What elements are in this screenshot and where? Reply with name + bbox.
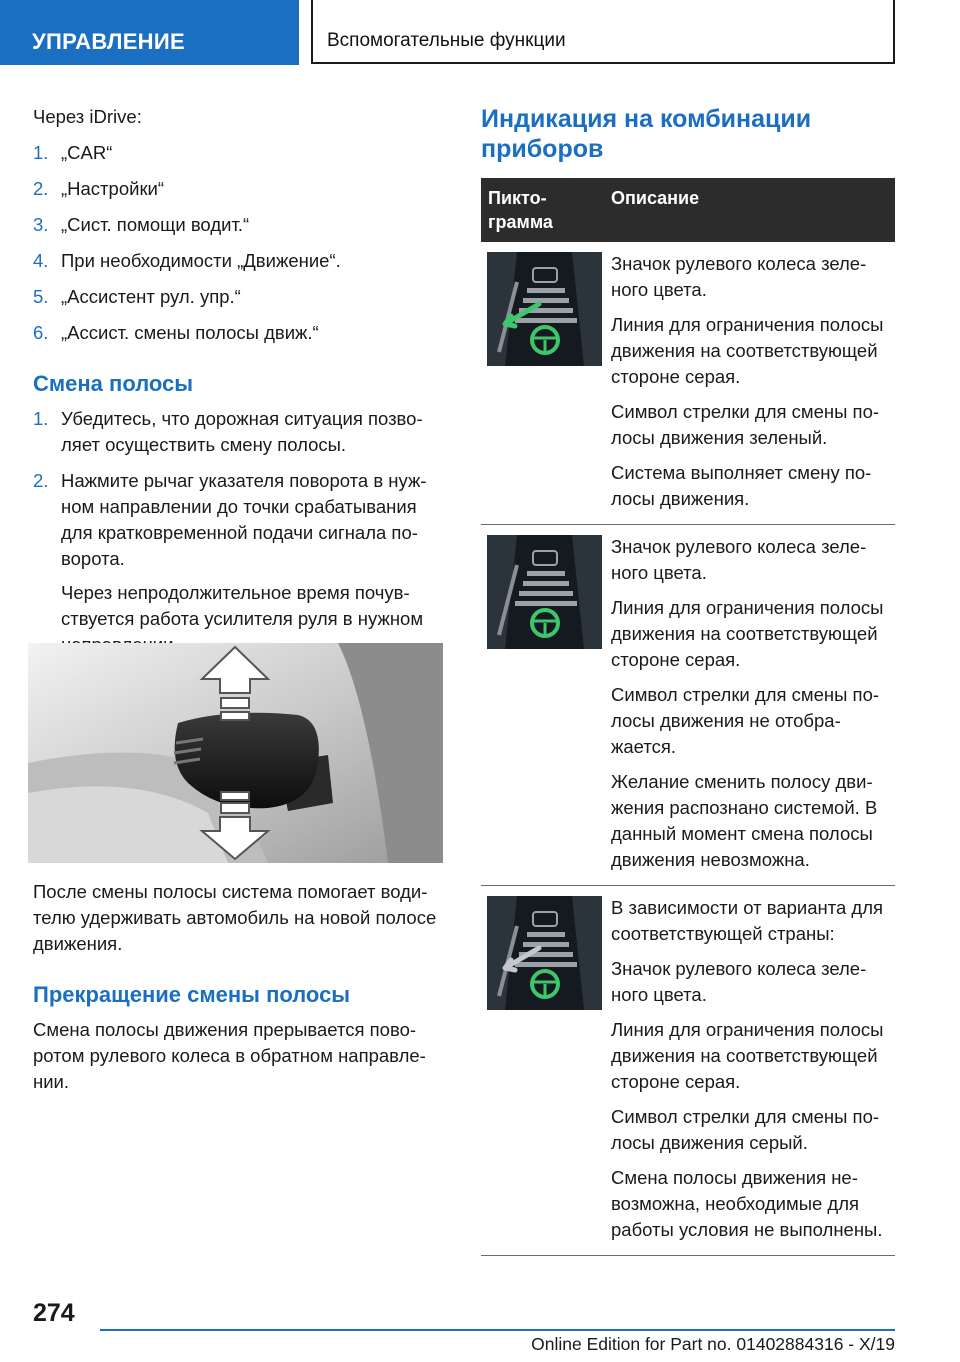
after-photo-text — [33, 879, 448, 1105]
step-text: Нажмите рычаг указателя поворота в нужном направлении до точки срабатывания для кратковременной подачи сигнала поворота. — [61, 470, 427, 569]
column-header-description: Описание — [611, 188, 700, 208]
pictogram-cell — [481, 886, 611, 1255]
step-number: 5. — [33, 286, 49, 307]
list-item — [33, 212, 448, 238]
description-line: Желание сменить полосу движения распознано системой. В данный момент смена полосы движения невозможна. — [611, 771, 878, 870]
step-text: „CAR“ — [61, 142, 113, 163]
description-line: Значок рулевого колеса зеленого цвета. — [611, 253, 867, 300]
list-item — [33, 406, 448, 458]
step-text: „Ассист. смены полосы движ.“ — [61, 322, 319, 343]
section-tab: УПРАВЛЕНИЕ — [0, 0, 299, 65]
step-number: 1. — [33, 142, 49, 163]
turn-signal-lever-photo — [28, 643, 443, 863]
description-line: Система выполняет смену полосы движения. — [611, 462, 872, 509]
list-item — [33, 176, 448, 202]
list-item — [33, 468, 448, 658]
description-line: Линия для ограничения полосы движения на соответствующей стороне серая. — [611, 597, 884, 670]
left-column — [33, 104, 448, 668]
list-item — [33, 248, 448, 274]
step-number: 2. — [33, 178, 49, 199]
table-row — [481, 886, 895, 1256]
step-text: „Сист. помощи водит.“ — [61, 214, 250, 235]
description-line: Символ стрелки для смены полосы движения серый. — [611, 1106, 880, 1153]
list-item — [33, 284, 448, 310]
list-item — [33, 320, 448, 346]
lane-change-steps — [33, 406, 448, 658]
description-line: Символ стрелки для смены полосы движения не отображается. — [611, 684, 880, 757]
list-item — [33, 140, 448, 166]
description-line: Линия для ограничения полосы движения на соответствующей стороне серая. — [611, 1019, 884, 1092]
step-text: При необходимости „Движение“. — [61, 250, 341, 271]
stop-heading: Прекращение смены полосы — [33, 982, 351, 1007]
description-cell — [611, 242, 895, 524]
section-heading: Индикация на комбинации приборов — [481, 105, 812, 163]
description-line: Значок рулевого колеса зеленого цвета. — [611, 536, 867, 583]
lane-change-no-arrow-icon — [487, 535, 602, 649]
table-header — [481, 178, 895, 242]
table-row — [481, 525, 895, 886]
step-number: 2. — [33, 470, 49, 491]
idrive-intro: Через iDrive: — [33, 106, 142, 127]
pictogram-cell — [481, 242, 611, 524]
description-cell — [611, 886, 895, 1255]
description-line: В зависимости от варианта для соответствующей страны: — [611, 897, 884, 944]
description-line: Смена полосы движения невозможна, необходимые для работы условия не выполнены. — [611, 1167, 883, 1240]
edition-note: Online Edition for Part no. 01402884316 - X/19 — [531, 1334, 895, 1354]
lane-change-green-arrow-icon — [487, 252, 602, 366]
lane-change-grey-arrow-icon — [487, 896, 602, 1010]
pictogram-cell — [481, 525, 611, 885]
footer-divider — [100, 1329, 895, 1331]
step-number: 6. — [33, 322, 49, 343]
step-text: „Ассистент рул. упр.“ — [61, 286, 241, 307]
lane-change-heading: Смена полосы — [33, 371, 194, 396]
step-number: 4. — [33, 250, 49, 271]
column-header-pictogram: Пиктограмма — [488, 188, 553, 232]
chapter-title: Вспомогательные функции — [311, 0, 895, 64]
table-row — [481, 242, 895, 525]
stop-text: Смена полосы движения прерывается поворотом рулевого колеса в обратном направлении. — [33, 1019, 426, 1092]
step-number: 3. — [33, 214, 49, 235]
idrive-steps — [33, 140, 448, 346]
step-text: Убедитесь, что дорожная ситуация позволяет осуществить смену полосы. — [61, 408, 423, 455]
step-number: 1. — [33, 408, 49, 429]
page-number: 274 — [33, 1299, 75, 1327]
description-cell — [611, 525, 895, 885]
description-line: Линия для ограничения полосы движения на соответствующей стороне серая. — [611, 314, 884, 387]
after-change-text: После смены полосы система помогает водителю удерживать автомобиль на новой полосе движения. — [33, 881, 437, 954]
step-note: Через непродолжительное время почувствуется работа усилителя руля в нужном — [61, 582, 424, 629]
description-line: Значок рулевого колеса зеленого цвета. — [611, 958, 867, 1005]
indicator-table — [481, 178, 895, 1256]
step-text: „Настройки“ — [61, 178, 165, 199]
description-line: Символ стрелки для смены полосы движения зеленый. — [611, 401, 880, 448]
